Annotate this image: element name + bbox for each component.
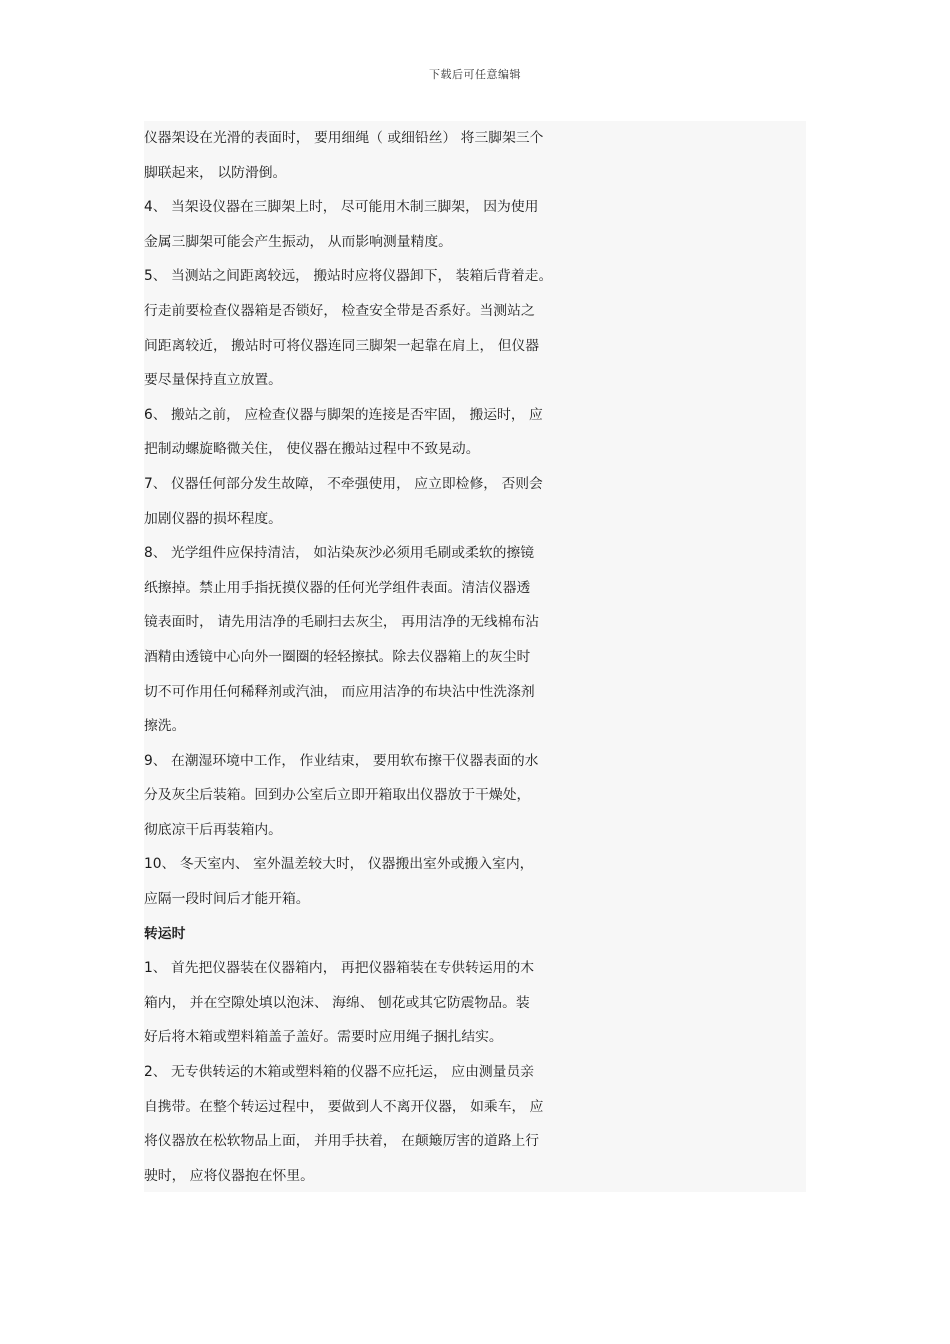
text-line: 仪器架设在光滑的表面时， 要用细绳（ 或细铅丝） 将三脚架三个 [144,130,544,146]
text-line: 将仪器放在松软物品上面， 并用手扶着， 在颠簸厉害的道路上行 [144,1133,540,1150]
text-line: 5、 当测站之间距离较远， 搬站时应将仪器卸下， 装箱后背着走。 [144,268,553,285]
text-line: 8、 光学组件应保持清洁， 如沾染灰沙必须用毛刷或柔软的擦镜 [144,545,535,562]
text-line: 镜表面时， 请先用洁净的毛刷扫去灰尘， 再用洁净的无线棉布沾 [144,614,540,631]
document-body [144,121,806,1192]
text-line: 应隔一段时间后才能开箱。 [144,891,310,908]
text-line: 彻底凉干后再装箱内。 [144,821,282,838]
text-line: 好后将木箱或塑料箱盖子盖好。需要时应用绳子捆扎结实。 [144,1029,503,1046]
text-line: 驶时， 应将仪器抱在怀里。 [144,1167,314,1184]
text-line: 行走前要检查仪器箱是否锁好， 检查安全带是否系好。当测站之 [144,302,535,319]
text-line: 切不可作用任何稀释剂或汽油， 而应用洁净的布块沾中性洗涤剂 [144,683,535,700]
text-line: 擦洗。 [144,718,186,735]
text-line: 1、 首先把仪器装在仪器箱内， 再把仪器箱装在专供转运用的木 [144,960,535,977]
text-line: 要尽量保持直立放置。 [144,372,282,389]
text-line: 酒精由透镜中心向外一圈圈的轻轻擦拭。除去仪器箱上的灰尘时 [144,648,531,665]
text-line: 6、 搬站之前， 应检查仪器与脚架的连接是否牢固， 搬运时， 应 [144,406,543,423]
text-line: 9、 在潮湿环境中工作， 作业结束， 要用软布擦干仪器表面的水 [144,752,539,769]
page-header: 下载后可任意编辑 [429,68,521,81]
text-line: 2、 无专供转运的木箱或塑料箱的仪器不应托运， 应由测量员亲 [144,1064,535,1081]
text-line: 自携带。在整个转运过程中， 要做到人不离开仪器， 如乘车， 应 [144,1098,544,1115]
text-line: 分及灰尘后装箱。回到办公室后立即开箱取出仪器放于干燥处， [144,787,531,804]
text-line: 7、 仪器任何部分发生故障， 不牵强使用， 应立即检修， 否则会 [144,475,543,492]
text-line: 10、 冬天室内、 室外温差较大时， 仪器搬出室外或搬入室内， [144,856,534,873]
text-line: 加剧仪器的损坏程度。 [144,510,282,527]
text-line: 纸擦掉。禁止用手指抚摸仪器的任何光学组件表面。清洁仪器透 [144,579,531,596]
text-line: 脚联起来， 以防滑倒。 [144,164,287,181]
text-line: 4、 当架设仪器在三脚架上时， 尽可能用木制三脚架， 因为使用 [144,199,539,216]
text-line: 箱内， 并在空隙处填以泡沫、 海绵、 刨花或其它防震物品。装 [144,994,530,1011]
section-heading: 转运时 [144,925,186,942]
text-line: 把制动螺旋略微关住， 使仪器在搬站过程中不致晃动。 [144,441,480,458]
text-line: 金属三脚架可能会产生振动， 从而影响测量精度。 [144,233,452,250]
text-line: 间距离较近， 搬站时可将仪器连同三脚架一起靠在肩上， 但仪器 [144,337,540,354]
